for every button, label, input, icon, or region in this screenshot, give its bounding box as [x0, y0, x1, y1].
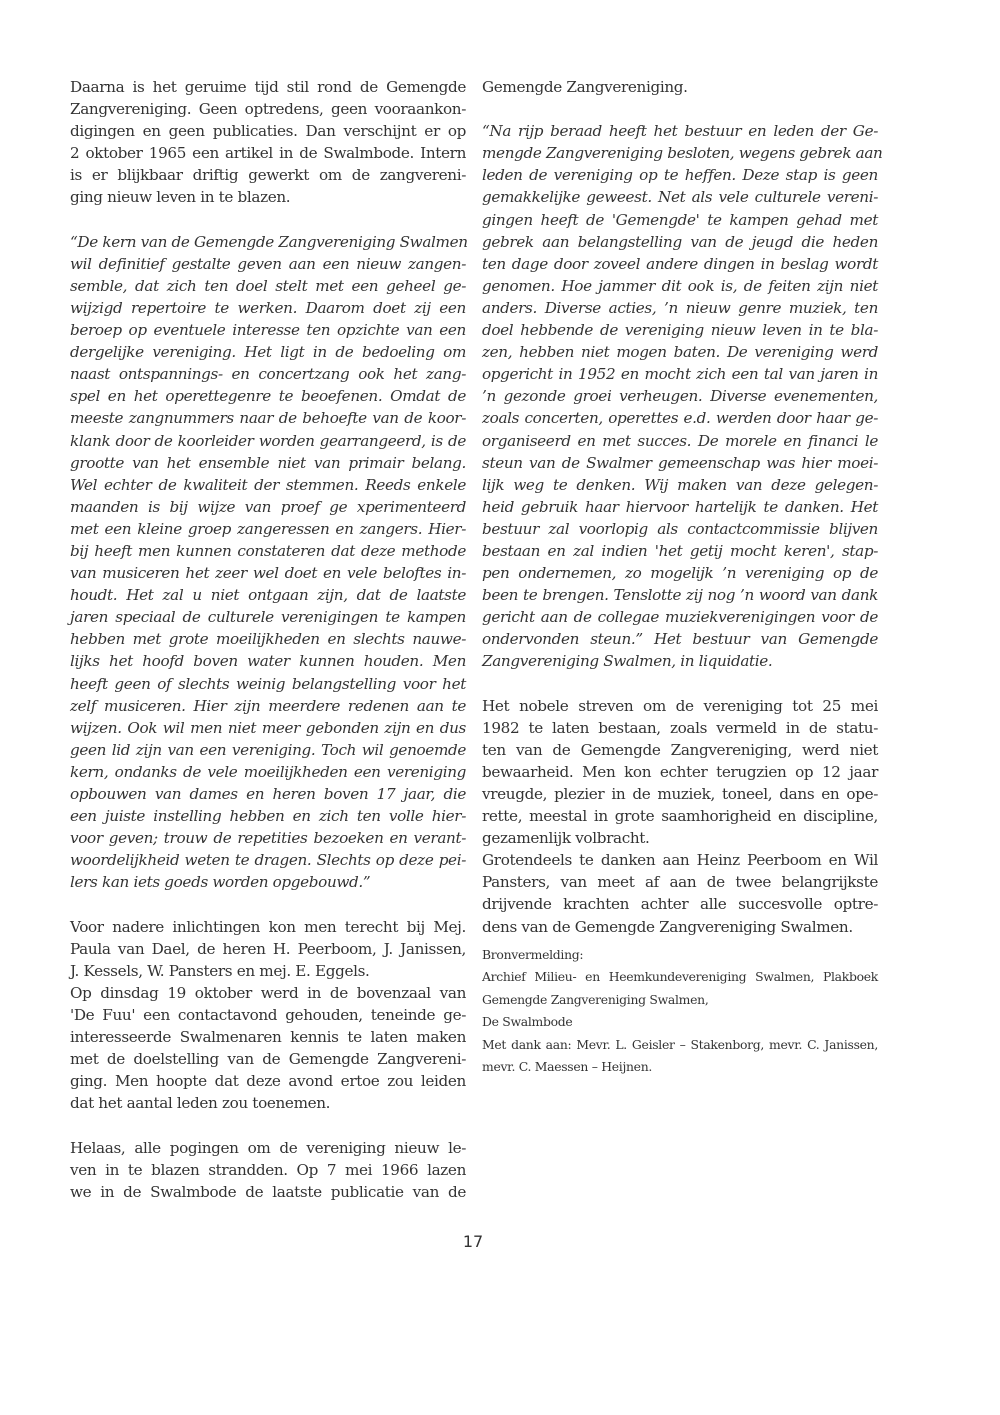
text-line: doel hebbende de vereniging nieuw leven in te bla-: [482, 321, 878, 340]
text-line: genomen. Hoe jammer dit ook is, de feiten zijn niet: [482, 276, 878, 295]
text-line: Wel echter de kwaliteit der stemmen. Reeds enkele: [70, 475, 466, 494]
text-line: heeft geen of slechts weinig belangstelling voor het: [70, 674, 466, 693]
text-line: gezamenlijk volbracht.: [482, 829, 650, 848]
text-line: Paula van Dael, de heren H. Peerboom, J. Janissen,: [70, 939, 466, 958]
paragraph-inlichtingen: [70, 916, 466, 982]
text-line: spel en het operettegenre te beoefenen. Omdat de: [70, 387, 466, 406]
text-line: zelf musiceren. Hier zijn meerdere redenen aan te: [70, 696, 466, 715]
text-line: dens van de Gemengde Zangvereniging Swalmen.: [482, 917, 853, 936]
text-line: steun van de Swalmer gemeenschap was hier moei-: [482, 453, 878, 472]
text-line: ven in te blazen strandden. Op 7 mei 1966 lazen: [70, 1160, 466, 1179]
page-number: 17: [462, 1232, 484, 1251]
text-line: “Na rijp beraad heeft het bestuur en leden der Ge-: [482, 122, 878, 141]
right-column: [482, 76, 883, 1079]
text-line: ten van de Gemengde Zangvereniging, werd niet: [482, 740, 878, 759]
text-line: pen ondernemen, zo mogelijk ’n vereniging op de: [482, 564, 878, 583]
text-line: meeste zangnummers naar de behoefte van de koor-: [70, 409, 466, 428]
paragraph-contactavond: [70, 982, 466, 1115]
text-line: is er blijkbaar driftig gewerkt om de zangvereni-: [70, 166, 466, 185]
text-line: vreugde, plezier in de muziek, toneel, dans en ope-: [482, 785, 878, 803]
text-line: anders. Diverse acties, ’n nieuw genre muziek, ten: [482, 298, 878, 317]
text-line: bij heeft men kunnen constateren dat deze methode: [70, 541, 466, 560]
paragraph-helaas: [70, 1137, 466, 1203]
text-line: drijvende krachten achter alle succesvolle optre-: [482, 895, 878, 914]
text-line: gericht aan de collegae muziekverenigingen voor de: [482, 608, 878, 627]
text-line: “De kern van de Gemengde Zangvereniging Swalmen: [70, 232, 468, 251]
text-line: wijzen. Ook wil men niet meer gebonden zijn en dus: [70, 718, 466, 737]
text-line: wijzigd repertoire te werken. Daarom doet zij een: [70, 298, 466, 317]
text-line: opbouwen van dames en heren boven 17 jaar, die: [70, 785, 466, 803]
paragraph-intro: [70, 76, 466, 209]
text-line: kern, ondanks de vele moeilijkheden een vereniging: [70, 762, 466, 781]
acknowledgement-line: Met dank aan: Mevr. L. Geisler – Stakenborg, mevr. C. Janissen,: [482, 1036, 878, 1052]
paragraph-nobele-streven: [482, 695, 878, 850]
text-line: ondervonden steun.” Het bestuur van Gemengde: [482, 630, 878, 649]
text-line: wil definitief gestalte geven aan een nieuw zangen-: [70, 254, 466, 273]
source-line: Archief Milieu- en Heemkundevereniging Swalmen, Plakboek: [482, 969, 878, 985]
text-line: 2 oktober 1965 een artikel in de Swalmbode. Intern: [70, 144, 466, 163]
text-line: mengde Zangvereniging besloten, wegens gebrek aan: [482, 144, 883, 163]
text-line: Voor nadere inlichtingen kon men terecht bij Mej.: [70, 917, 466, 936]
source-line: Gemengde Zangvereniging Swalmen,: [482, 991, 709, 1007]
text-line: ’n gezonde groei verheugen. Diverse evenementen,: [482, 387, 878, 406]
text-line: ging. Men hoopte dat deze avond ertoe zou leiden: [70, 1072, 466, 1091]
text-line: zen, hebben niet mogen baten. De vereniging werd: [482, 343, 878, 362]
left-column: [70, 76, 466, 1203]
quote-kern: [70, 231, 466, 894]
text-line: dergelijke vereniging. Het ligt in de bedoeling om: [70, 343, 466, 362]
text-line: met een kleine groep zangeressen en zangers. Hier-: [70, 519, 466, 538]
text-line: been te brengen. Tenslotte zij nog ’n woord van dank: [482, 586, 878, 605]
text-line: lijk weg te denken. Wij maken van deze gelegen-: [482, 475, 878, 494]
sources-block: [482, 944, 878, 1079]
text-line: we in de Swalmbode de laatste publicatie van de: [70, 1182, 466, 1201]
text-line: 'De Fuu' een contactavond gehouden, teneinde ge-: [70, 1005, 466, 1024]
text-line: ging nieuw leven in te blazen.: [70, 188, 291, 207]
text-line: Pansters, van meet af aan de twee belangrijkste: [482, 873, 878, 892]
text-line: semble, dat zich ten doel stelt met een geheel ge-: [70, 276, 466, 295]
text-line: ten dage door zoveel andere dingen in beslag wordt: [482, 254, 878, 273]
text-line: gingen heeft de 'Gemengde' te kampen gehad met: [482, 210, 878, 229]
text-line: van musiceren het zeer wel doet en vele beloftes in-: [70, 564, 466, 583]
text-line: klank door de koorleider worden gearrangeerd, is de: [70, 431, 466, 450]
text-line: 1982 te laten bestaan, zoals vermeld in de statu-: [482, 718, 878, 737]
text-line: bestaan en zal indien 'het getij mocht keren', stap-: [482, 541, 878, 560]
text-line: met de doelstelling van de Gemengde Zangvereni-: [70, 1050, 466, 1069]
text-line: houdt. Het zal u niet ontgaan zijn, dat de laatste: [70, 586, 466, 605]
text-line: Grotendeels te danken aan Heinz Peerboom en Wil: [482, 851, 878, 870]
text-line: hebben met grote moeilijkheden en slechts nauwe-: [70, 630, 466, 649]
text-line: lijks het hoofd boven water kunnen houden. Men: [70, 652, 466, 671]
text-line: organiseerd en met succes. De morele en financi le: [482, 431, 878, 450]
text-line: naast ontspannings- en concertzang ook het zang-: [70, 365, 466, 384]
text-line: maanden is bij wijze van proef ge xperimenteerd: [70, 497, 466, 516]
text-line: Op dinsdag 19 oktober werd in de bovenzaal van: [70, 983, 466, 1002]
text-line: leden de vereniging op te heffen. Deze stap is geen: [482, 166, 878, 185]
source-line: De Swalmbode: [482, 1014, 573, 1030]
text-line: Gemengde Zangvereniging.: [482, 78, 688, 96]
text-line: grootte van het ensemble niet van primair belang.: [70, 453, 466, 472]
text-line: jaren speciaal de culturele verenigingen te kampen: [70, 608, 466, 627]
text-line: Zangvereniging Swalmen, in liquidatie.: [482, 652, 773, 671]
text-line: gemakkelijke geweest. Net als vele culturele vereni-: [482, 188, 878, 207]
text-line: bewaarheid. Men kon echter terugzien op 12 jaar: [482, 762, 878, 781]
text-line: Het nobele streven om de vereniging tot 25 mei: [482, 696, 878, 715]
text-line: interesseerde Swalmenaren kennis te laten maken: [70, 1028, 466, 1047]
text-line: J. Kessels, W. Pansters en mej. E. Eggels.: [70, 961, 370, 980]
text-line: digingen en geen publicaties. Dan verschijnt er op: [70, 122, 466, 141]
text-line: lers kan iets goeds worden opgebouwd.”: [70, 873, 371, 892]
text-line: woordelijkheid weten te dragen. Slechts op deze pei-: [70, 851, 466, 870]
text-line: gebrek aan belangstelling van de jeugd die heden: [482, 232, 878, 251]
text-line: Helaas, alle pogingen om de vereniging nieuw le-: [70, 1138, 466, 1157]
text-line: Daarna is het geruime tijd stil rond de Gemengde: [70, 78, 466, 96]
text-line: zoals concerten, operettes e.d. werden door haar ge-: [482, 409, 878, 428]
quote-liquidatie: [482, 120, 883, 672]
text-line: beroep op eventuele interesse ten opzichte van een: [70, 321, 466, 340]
text-line: rette, meestal in grote saamhorigheid en discipline,: [482, 807, 878, 826]
text-line: Zangvereniging. Geen optredens, geen vooraankon-: [70, 100, 466, 119]
paragraph-continuation: [482, 76, 878, 98]
sources-heading: Bronvermelding:: [482, 946, 584, 962]
text-line: geen lid zijn van een vereniging. Toch wil genoemde: [70, 740, 466, 759]
text-line: een juiste instelling hebben en zich ten volle hier-: [70, 807, 466, 826]
text-line: dat het aantal leden zou toenemen.: [70, 1094, 331, 1113]
text-line: heid gebruik haar hiervoor hartelijk te danken. Het: [482, 497, 878, 516]
paragraph-grotendeels: [482, 849, 878, 937]
acknowledgement-line: mevr. C. Maessen – Heijnen.: [482, 1059, 653, 1075]
text-line: opgericht in 1952 en mocht zich een tal van jaren in: [482, 365, 878, 384]
text-line: voor geven; trouw de repetities bezoeken en verant-: [70, 829, 466, 848]
text-line: bestuur zal voorlopig als contactcommissie blijven: [482, 519, 878, 538]
